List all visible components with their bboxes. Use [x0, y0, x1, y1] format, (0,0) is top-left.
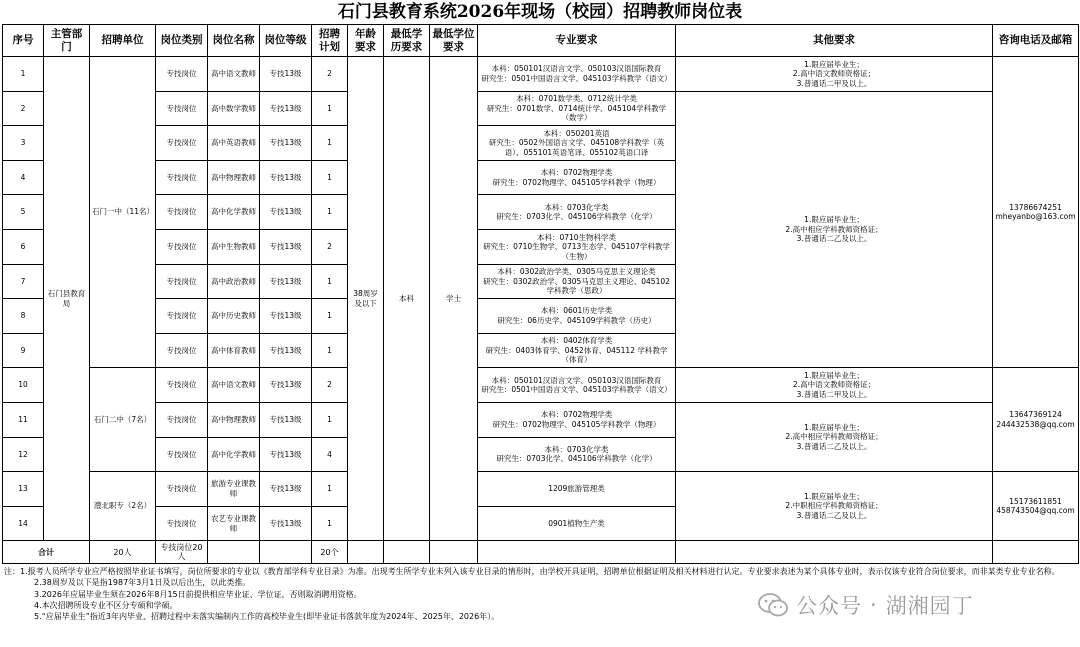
header-cell: 岗位名称 [208, 25, 260, 57]
grade-cell: 专技13级 [260, 195, 312, 230]
unit-cell: 澧北职专（2名） [90, 472, 156, 541]
major-cell: 本科：050101汉语言文学、050103汉语国际教育 研究生：0501中国语言文学、045103学科教学（语文） [478, 57, 676, 92]
unit-cell: 石门二中（7名） [90, 368, 156, 472]
page-title: 石门县教育系统2026年现场（校园）招聘教师岗位表 [337, 2, 743, 22]
table-row [3, 402, 1079, 437]
table-row [3, 368, 1079, 403]
header-cell: 咨询电话及邮箱 [993, 25, 1079, 57]
position-cell: 高中化学教师 [208, 437, 260, 472]
other-req-cell: 1.限应届毕业生； 2.高中语文教师资格证； 3.普通话二甲及以上。 [676, 57, 993, 92]
watermark [758, 588, 974, 622]
table-row [3, 472, 1079, 507]
position-cell: 高中化学教师 [208, 195, 260, 230]
category-cell: 专技岗位 [156, 91, 208, 126]
total-plan: 20个 [312, 541, 348, 564]
plan-cell: 1 [312, 91, 348, 126]
row-number: 10 [3, 368, 44, 403]
other-req-cell: 1.限应届毕业生； 2.中职相应学科教师资格证； 3.普通话二乙及以上。 [676, 472, 993, 541]
row-number: 11 [3, 402, 44, 437]
empty-cell [208, 541, 260, 564]
position-cell: 高中物理教师 [208, 402, 260, 437]
plan-cell: 1 [312, 195, 348, 230]
row-number: 12 [3, 437, 44, 472]
category-cell: 专技岗位 [156, 437, 208, 472]
contact-cell [993, 368, 1079, 472]
note-line: 4.本次招聘所设专业不区分专硕和学硕。 [34, 600, 178, 610]
grade-cell: 专技13级 [260, 402, 312, 437]
watermark-name: 湖湘园丁 [885, 594, 974, 618]
position-cell: 高中物理教师 [208, 160, 260, 195]
header-cell: 最低学位要求 [430, 25, 478, 57]
contact-phone: 13647369124 [1009, 410, 1062, 420]
position-cell: 高中政治教师 [208, 264, 260, 299]
category-cell: 专技岗位 [156, 402, 208, 437]
contact-cell [993, 57, 1079, 368]
plan-cell: 2 [312, 368, 348, 403]
major-cell: 本科：050101汉语言文学、050103汉语国际教育 研究生：0501中国语言文学、045103学科教学（语文） [478, 368, 676, 403]
category-cell: 专技岗位 [156, 368, 208, 403]
row-number: 5 [3, 195, 44, 230]
wechat-icon [758, 592, 788, 618]
position-cell: 高中英语教师 [208, 126, 260, 161]
contact-email: 458743504@qq.com [996, 506, 1075, 516]
contact-phone: 13786674251 [1009, 202, 1062, 212]
position-cell: 高中历史教师 [208, 299, 260, 334]
category-cell: 专技岗位 [156, 57, 208, 92]
category-cell: 专技岗位 [156, 264, 208, 299]
major-cell: 本科：0702物理学类 研究生：0702物理学、045105学科教学（物理） [478, 402, 676, 437]
row-number: 14 [3, 506, 44, 541]
table-row [3, 57, 1079, 92]
department-cell: 石门县教育局 [44, 57, 90, 541]
position-cell: 高中语文教师 [208, 57, 260, 92]
unit-cell: 石门一中（11名） [90, 57, 156, 368]
empty-cell [348, 541, 384, 564]
major-cell: 本科：0701数学类、0712统计学类 研究生：0701数学、0714统计学、045104学科教学（数学） [478, 91, 676, 126]
plan-cell: 1 [312, 333, 348, 368]
category-cell: 专技岗位 [156, 333, 208, 368]
grade-cell: 专技13级 [260, 229, 312, 264]
plan-cell: 1 [312, 506, 348, 541]
table-row [3, 91, 1079, 126]
row-number: 8 [3, 299, 44, 334]
header-cell: 年龄要求 [348, 25, 384, 57]
education-cell: 本科 [384, 57, 430, 541]
header-cell: 其他要求 [676, 25, 993, 57]
empty-cell [993, 541, 1079, 564]
position-cell: 农艺专业课教师 [208, 506, 260, 541]
major-cell: 本科：0302政治学类、0305马克思主义理论类 研究生：0302政治学、0305马克思主义理论、045102学科教学（思政） [478, 264, 676, 299]
total-category: 专技岗位20人 [156, 541, 208, 564]
plan-cell: 2 [312, 229, 348, 264]
plan-cell: 4 [312, 437, 348, 472]
major-cell: 本科：0710生物科学类 研究生：0710生物学、0713生态学、045107学科教学（生物） [478, 229, 676, 264]
row-number: 6 [3, 229, 44, 264]
row-number: 2 [3, 91, 44, 126]
grade-cell: 专技13级 [260, 472, 312, 507]
grade-cell: 专技13级 [260, 437, 312, 472]
category-cell: 专技岗位 [156, 229, 208, 264]
row-number: 3 [3, 126, 44, 161]
major-cell: 本科：0702物理学类 研究生：0702物理学、045105学科教学（物理） [478, 160, 676, 195]
plan-cell: 1 [312, 264, 348, 299]
row-number: 4 [3, 160, 44, 195]
category-cell: 专技岗位 [156, 126, 208, 161]
category-cell: 专技岗位 [156, 472, 208, 507]
degree-cell: 学士 [430, 57, 478, 541]
header-cell: 专业要求 [478, 25, 676, 57]
header-cell: 最低学历要求 [384, 25, 430, 57]
position-cell: 旅游专业课教师 [208, 472, 260, 507]
plan-cell: 1 [312, 402, 348, 437]
total-row [3, 541, 1079, 564]
category-cell: 专技岗位 [156, 506, 208, 541]
major-cell: 本科：0601历史学类 研究生：06历史学、045109学科教学（历史） [478, 299, 676, 334]
header-cell: 招聘计划 [312, 25, 348, 57]
position-cell: 高中语文教师 [208, 368, 260, 403]
header-cell: 岗位等级 [260, 25, 312, 57]
header-cell: 主管部门 [44, 25, 90, 57]
plan-cell: 1 [312, 299, 348, 334]
header-cell: 序号 [3, 25, 44, 57]
grade-cell: 专技13级 [260, 91, 312, 126]
position-cell: 高中数学教师 [208, 91, 260, 126]
grade-cell: 专技13级 [260, 299, 312, 334]
grade-cell: 专技13级 [260, 126, 312, 161]
empty-cell [384, 541, 430, 564]
header-row [3, 25, 1079, 57]
total-units: 20人 [90, 541, 156, 564]
position-cell: 高中体育教师 [208, 333, 260, 368]
category-cell: 专技岗位 [156, 299, 208, 334]
row-number: 7 [3, 264, 44, 299]
major-cell: 本科：0703化学类 研究生：0703化学、045106学科教学（化学） [478, 195, 676, 230]
note-line: 2.38周岁及以下是指1987年3月1日及以后出生，以此类推。 [34, 578, 251, 588]
watermark-dot: · [870, 593, 878, 617]
position-cell: 高中生物教师 [208, 229, 260, 264]
major-cell: 1209旅游管理类 [478, 472, 676, 507]
other-req-cell: 1.限应届毕业生； 2.高中相应学科教师资格证； 3.普通话二乙及以上。 [676, 91, 993, 368]
watermark-account: 公众号 [796, 594, 862, 618]
other-req-cell: 1.限应届毕业生； 2.高中语文教师资格证； 3.普通话二甲及以上。 [676, 368, 993, 403]
contact-email: 244432538@qq.com [996, 419, 1075, 429]
grade-cell: 专技13级 [260, 264, 312, 299]
plan-cell: 1 [312, 160, 348, 195]
plan-cell: 1 [312, 126, 348, 161]
note-line: 注：1.报考人员所学专业应严格按照毕业证书填写，岗位所要求的专业以《教育部学科专业目录》为准。出现考生所学专业未列入该专业目录的情形时，由学校开具证明，招聘单位根据证明及相关材料进行认定。专业要求表述为某个具体专业时，表示仅该专业符合岗位要求，而非某类专业专业名称。 [4, 567, 1060, 576]
major-cell: 本科：0703化学类 研究生：0703化学、045106学科教学（化学） [478, 437, 676, 472]
total-label: 合计 [3, 541, 90, 564]
row-number: 1 [3, 57, 44, 92]
note-line: 5.“应届毕业生”指近3年内毕业、招聘过程中未落实编制内工作的高校毕业生(即毕业证书落款年度为2024年、2025年、2026年）。 [34, 612, 500, 622]
age-cell: 38周岁及以下 [348, 57, 384, 541]
empty-cell [478, 541, 676, 564]
empty-cell [430, 541, 478, 564]
plan-cell: 1 [312, 472, 348, 507]
major-cell: 0901植物生产类 [478, 506, 676, 541]
other-req-cell: 1.限应届毕业生； 2.高中相应学科教师资格证； 3.普通话二乙及以上。 [676, 402, 993, 471]
grade-cell: 专技13级 [260, 57, 312, 92]
major-cell: 本科：0402体育学类 研究生：0403体育学、0452体育、045112 学科教学（体育） [478, 333, 676, 368]
grade-cell: 专技13级 [260, 368, 312, 403]
row-number: 9 [3, 333, 44, 368]
grade-cell: 专技13级 [260, 160, 312, 195]
row-number: 13 [3, 472, 44, 507]
note-line: 3.2026年应届毕业生须在2026年8月15日前提供相应毕业证、学位证，否则取消聘用资格。 [34, 589, 362, 599]
grade-cell: 专技13级 [260, 506, 312, 541]
header-cell: 招聘单位 [90, 25, 156, 57]
grade-cell: 专技13级 [260, 333, 312, 368]
contact-email: mheyanbo@163.com [995, 212, 1076, 222]
category-cell: 专技岗位 [156, 160, 208, 195]
empty-cell [260, 541, 312, 564]
contact-phone: 15173611851 [1009, 496, 1062, 506]
category-cell: 专技岗位 [156, 195, 208, 230]
major-cell: 本科：050201英语 研究生：0502外国语言文学、045108学科教学（英语）、055101英语笔译、055102英语口译 [478, 126, 676, 161]
header-cell: 岗位类别 [156, 25, 208, 57]
empty-cell [676, 541, 993, 564]
recruitment-table [2, 24, 1079, 564]
plan-cell: 2 [312, 57, 348, 92]
contact-cell [993, 472, 1079, 541]
